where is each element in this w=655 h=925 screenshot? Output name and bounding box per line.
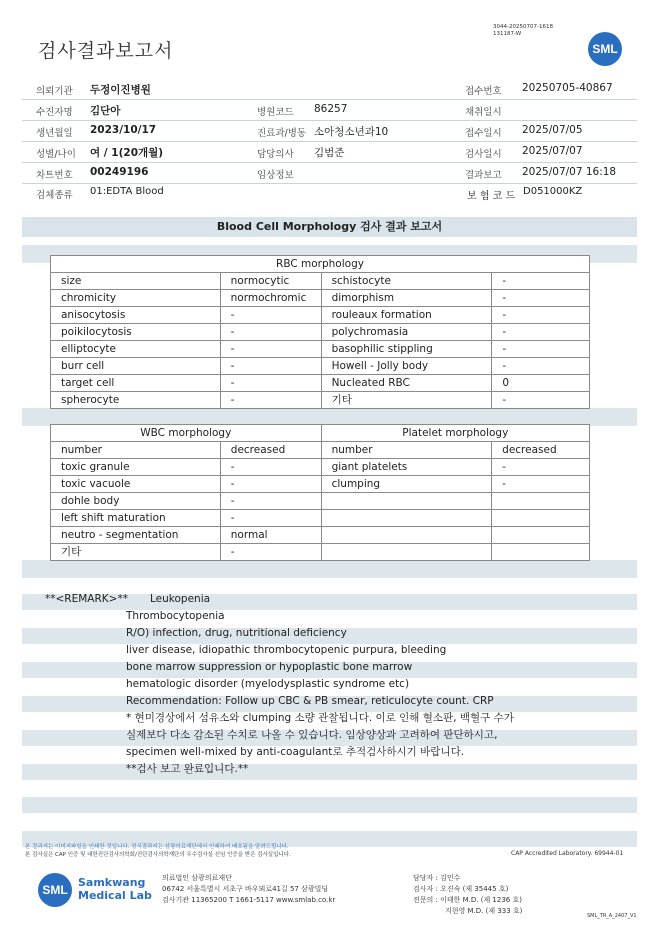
notice-cap: 본 검사실은 CAP 인증 및 대한진단검사의학회/진단검사의학재단의 우수검사실 신임 인증을 받은 검사실입니다. (25, 852, 291, 858)
table-row (51, 273, 590, 290)
table-cell: - (492, 273, 590, 290)
table-cell: rouleaux formation (321, 307, 492, 324)
table-cell: anisocytosis (51, 307, 221, 324)
remark-line: Thrombocytopenia (126, 610, 225, 622)
table-cell: - (492, 290, 590, 307)
report-date-value: 2025/07/07 16:18 (522, 166, 617, 178)
wbc-header: WBC morphology (51, 425, 322, 442)
table-cell: - (220, 358, 321, 375)
signature-line: 지현영 M.D. (제 333 호) (445, 907, 523, 915)
table-cell: giant platelets (321, 459, 492, 476)
signature-line: 검사자 : 오진숙 (제 35445 호) (413, 885, 509, 893)
lab-name-line: Samkwang (78, 876, 146, 889)
specimen-label: 검체종류 (36, 190, 73, 201)
collect-label: 채취일시 (465, 107, 502, 118)
table-cell: left shift maturation (51, 510, 221, 527)
info-row (22, 142, 637, 163)
table-cell: target cell (51, 375, 221, 392)
table-cell: elliptocyte (51, 341, 221, 358)
remark-label: **<REMARK>** (45, 593, 128, 605)
table-cell: - (492, 307, 590, 324)
page-title: 검사결과보고서 (38, 40, 174, 62)
table-cell: 기타 (51, 544, 221, 561)
remark-line: Recommendation: Follow up CBC & PB smear, reticulocyte count. CRP (126, 695, 494, 707)
address-line: 06742 서울특별시 서초구 바우뫼로41길 57 삼광빌딩 (162, 885, 329, 893)
specimen-value: 01:EDTA Blood (90, 186, 164, 197)
stripe (22, 560, 637, 578)
receipt-no-value: 20250705-40867 (522, 82, 613, 94)
table-cell: polychromasia (321, 324, 492, 341)
address-line: 검사기관 11365200 T 1661-5117 www.smlab.co.kr (162, 896, 336, 904)
table-row (51, 544, 590, 561)
sex-age-value: 여 / 1(20개월) (90, 147, 164, 159)
table-cell: clumping (321, 476, 492, 493)
lab-address (162, 873, 335, 906)
sml-footer-logo-icon: SML (38, 873, 72, 907)
table-cell: size (51, 273, 221, 290)
table-header-row (51, 256, 590, 273)
table-cell: toxic vacuole (51, 476, 221, 493)
table-cell: - (492, 324, 590, 341)
table-row (51, 476, 590, 493)
dob-label: 생년월일 (36, 128, 73, 139)
dob-value: 2023/10/17 (90, 124, 157, 136)
test-date-label: 검사일시 (465, 149, 502, 160)
table-cell: normal (220, 527, 321, 544)
table-header-row (51, 425, 590, 442)
receipt-no-label: 접수번호 (465, 86, 502, 97)
table-cell (321, 493, 492, 510)
table-cell: - (492, 341, 590, 358)
table-cell: number (321, 442, 492, 459)
table-cell (492, 510, 590, 527)
table-row (51, 493, 590, 510)
table-row (51, 442, 590, 459)
table-cell: - (220, 510, 321, 527)
table-row (51, 459, 590, 476)
table-row (51, 510, 590, 527)
remark-line: **검사 보고 완료입니다.** (126, 763, 249, 775)
rbc-header: RBC morphology (51, 256, 590, 273)
receipt-date-label: 접수일시 (465, 128, 502, 139)
table-cell (492, 544, 590, 561)
signature-line: 담당자 : 김민수 (413, 874, 461, 882)
name-value: 김단아 (90, 105, 121, 117)
table-cell: 0 (492, 375, 590, 392)
table-cell: - (220, 307, 321, 324)
table-cell: toxic granule (51, 459, 221, 476)
remark-body (126, 591, 514, 778)
table-cell: basophilic stippling (321, 341, 492, 358)
remark-line: 실제보다 다소 감소된 수치로 나올 수 있습니다. 임상양상과 고려하여 판단하시고, (126, 729, 498, 741)
doctor-value: 김범준 (314, 147, 345, 159)
platelet-header: Platelet morphology (321, 425, 589, 442)
barcode-line: 3044-20250707-1618 (493, 24, 553, 30)
table-row (51, 341, 590, 358)
address-line: 의료법인 삼광의료재단 (162, 874, 232, 882)
table-cell: poikilocytosis (51, 324, 221, 341)
remark-line: specimen well-mixed by anti-coagulant로 추적검사하시기 바랍니다. (126, 746, 465, 758)
table-cell: number (51, 442, 221, 459)
table-cell: dimorphism (321, 290, 492, 307)
remark-line: hematologic disorder (myelodysplastic syndrome etc) (126, 678, 410, 690)
report-title: Blood Cell Morphology 검사 결과 보고서 (22, 217, 637, 237)
barcode-line: 131187-W (493, 31, 522, 37)
table-row (51, 307, 590, 324)
doctor-label: 담당의사 (257, 149, 294, 160)
table-cell: - (220, 459, 321, 476)
name-label: 수진자명 (36, 107, 73, 118)
table-cell: schistocyte (321, 273, 492, 290)
table-row (51, 290, 590, 307)
table-cell (321, 510, 492, 527)
table-cell: normocytic (220, 273, 321, 290)
form-code: SML_TR_A_2407_V1 (587, 913, 637, 919)
table-cell: - (492, 358, 590, 375)
remark-line: bone marrow suppression or hypoplastic bone marrow (126, 661, 413, 673)
chart-no-value: 00249196 (90, 166, 149, 178)
table-cell: - (492, 459, 590, 476)
info-row (22, 79, 637, 100)
info-row (22, 100, 637, 121)
table-cell: chromicity (51, 290, 221, 307)
table-cell: dohle body (51, 493, 221, 510)
table-cell (492, 493, 590, 510)
table-cell: - (492, 476, 590, 493)
remark-line: R/O) infection, drug, nutritional deficiency (126, 627, 347, 639)
rbc-morphology-table (50, 255, 590, 409)
table-row (51, 392, 590, 409)
table-cell: - (492, 392, 590, 409)
table-row (51, 527, 590, 544)
table-cell: burr cell (51, 358, 221, 375)
notice-image-print: 본 결과지는 이미지파일을 인쇄한 것입니다. 정식결과지는 삼광의료재단에서 인쇄하여 배포됨을 알려드립니다. (25, 844, 289, 850)
remark-line: liver disease, idiopathic thrombocytopenic purpura, bleeding (126, 644, 447, 656)
table-row (51, 375, 590, 392)
table-cell (492, 527, 590, 544)
table-cell: - (220, 324, 321, 341)
table-cell (321, 527, 492, 544)
signature-line: 전문의 : 이태한 M.D. (제 1236 호) (413, 896, 522, 904)
table-cell: - (220, 375, 321, 392)
test-date-value: 2025/07/07 (522, 145, 583, 157)
sex-age-label: 성별/나이 (36, 149, 76, 160)
chart-no-label: 차트번호 (36, 170, 73, 181)
table-row (51, 324, 590, 341)
lab-name-line: Medical Lab (78, 889, 152, 902)
hospital-value: 두정이진병원 (90, 84, 151, 96)
table-cell: 기타 (321, 392, 492, 409)
remark-line: Leukopenia (150, 593, 211, 605)
barcode-text (493, 24, 553, 38)
signatures (413, 873, 522, 917)
info-row (22, 121, 637, 142)
lab-name (78, 876, 152, 902)
table-cell: - (220, 341, 321, 358)
stripe (22, 797, 637, 813)
table-cell: neutro - segmentation (51, 527, 221, 544)
sml-logo-icon: SML (588, 32, 622, 66)
clinical-label: 임상정보 (257, 170, 294, 181)
info-row (22, 163, 637, 184)
table-cell: - (220, 493, 321, 510)
table-cell (321, 544, 492, 561)
table-cell: normochromic (220, 290, 321, 307)
insurance-label: 보 험 코 드 (467, 191, 516, 202)
info-row (22, 183, 637, 203)
table-cell: Howell - Jolly body (321, 358, 492, 375)
receipt-date-value: 2025/07/05 (522, 124, 583, 136)
remark-line: * 현미경상에서 섬유소와 clumping 소량 관찰됩니다. 이로 인해 혈소판, 백혈구 수가 (126, 712, 514, 724)
report-date-label: 결과보고 (465, 170, 502, 181)
hosp-code-label: 병원코드 (257, 107, 294, 118)
wbc-platelet-morphology-table (50, 424, 590, 561)
dept-label: 진료과/병동 (257, 128, 307, 139)
table-cell: decreased (220, 442, 321, 459)
table-cell: spherocyte (51, 392, 221, 409)
table-cell: - (220, 392, 321, 409)
dept-value: 소아청소년과10 (314, 126, 389, 138)
table-row (51, 358, 590, 375)
table-cell: - (220, 476, 321, 493)
table-cell: - (220, 544, 321, 561)
hosp-code-value: 86257 (314, 103, 348, 115)
insurance-value: D051000KZ (523, 186, 583, 197)
table-cell: decreased (492, 442, 590, 459)
hospital-label: 의뢰기관 (36, 86, 73, 97)
cap-accredited: CAP Accredited Laboratory. 69944-01 (511, 850, 624, 857)
table-cell: Nucleated RBC (321, 375, 492, 392)
